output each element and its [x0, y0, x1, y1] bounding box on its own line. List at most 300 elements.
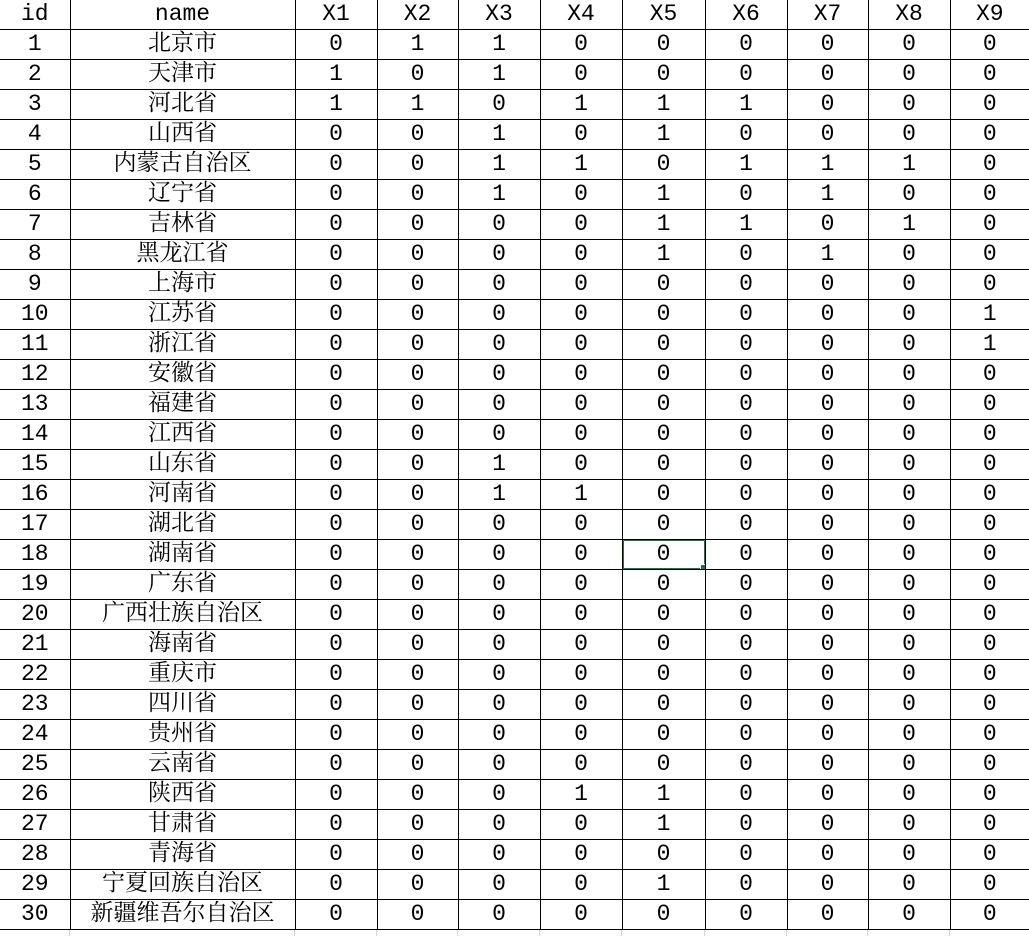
cell-id[interactable]: 13 [0, 390, 70, 420]
table-cell[interactable]: 0 [705, 720, 787, 750]
cell-id[interactable]: 1 [0, 30, 70, 60]
table-cell[interactable]: 0 [950, 390, 1029, 420]
cell-name[interactable]: 山东省 [70, 450, 295, 480]
column-header-x3[interactable]: X3 [458, 0, 540, 30]
table-cell[interactable]: 0 [622, 720, 705, 750]
cell-id[interactable]: 27 [0, 810, 70, 840]
table-cell[interactable]: 0 [377, 450, 458, 480]
table-cell[interactable]: 0 [622, 480, 705, 510]
table-cell[interactable]: 0 [458, 390, 540, 420]
table-cell[interactable]: 1 [540, 480, 622, 510]
table-cell[interactable]: 0 [295, 750, 377, 780]
table-cell[interactable]: 0 [868, 60, 950, 90]
cell-id[interactable]: 29 [0, 870, 70, 900]
table-cell[interactable]: 0 [458, 810, 540, 840]
cell-id[interactable]: 20 [0, 600, 70, 630]
table-cell[interactable]: 0 [950, 180, 1029, 210]
table-cell[interactable]: 0 [705, 810, 787, 840]
table-cell[interactable]: 0 [622, 570, 705, 600]
table-cell[interactable]: 0 [377, 630, 458, 660]
column-header-x9[interactable]: X9 [950, 0, 1029, 30]
table-cell[interactable]: 0 [950, 120, 1029, 150]
table-cell[interactable]: 0 [377, 360, 458, 390]
table-cell[interactable]: 0 [458, 780, 540, 810]
column-header-x7[interactable]: X7 [787, 0, 868, 30]
table-cell[interactable]: 0 [705, 870, 787, 900]
table-cell[interactable]: 0 [622, 330, 705, 360]
table-cell[interactable]: 0 [787, 210, 868, 240]
table-cell[interactable]: 0 [868, 660, 950, 690]
table-cell[interactable]: 0 [295, 150, 377, 180]
table-cell[interactable]: 0 [787, 450, 868, 480]
table-cell[interactable]: 0 [950, 540, 1029, 570]
table-cell[interactable]: 0 [295, 600, 377, 630]
table-cell[interactable]: 0 [295, 870, 377, 900]
table-cell[interactable]: 0 [540, 180, 622, 210]
table-cell[interactable]: 0 [622, 60, 705, 90]
table-cell[interactable]: 0 [787, 630, 868, 660]
table-cell[interactable]: 0 [868, 30, 950, 60]
column-header-x4[interactable]: X4 [540, 0, 622, 30]
cell-id[interactable]: 4 [0, 120, 70, 150]
table-cell[interactable]: 0 [540, 690, 622, 720]
table-cell[interactable]: 0 [868, 330, 950, 360]
table-cell[interactable]: 0 [540, 540, 622, 570]
cell-name[interactable]: 海南省 [70, 630, 295, 660]
column-header-id[interactable]: id [0, 0, 70, 30]
table-cell[interactable]: 0 [622, 420, 705, 450]
table-cell[interactable]: 1 [540, 780, 622, 810]
table-cell[interactable]: 0 [705, 240, 787, 270]
table-cell[interactable]: 0 [787, 420, 868, 450]
table-cell[interactable]: 0 [868, 630, 950, 660]
table-cell[interactable]: 0 [950, 840, 1029, 870]
table-cell[interactable]: 0 [868, 450, 950, 480]
table-cell[interactable]: 0 [705, 630, 787, 660]
table-cell[interactable]: 0 [787, 360, 868, 390]
table-cell[interactable]: 0 [868, 870, 950, 900]
table-cell[interactable]: 0 [950, 150, 1029, 180]
table-cell[interactable]: 0 [622, 750, 705, 780]
table-cell[interactable]: 0 [458, 210, 540, 240]
table-cell[interactable]: 0 [950, 240, 1029, 270]
table-cell[interactable]: 0 [622, 840, 705, 870]
table-cell[interactable]: 0 [540, 600, 622, 630]
table-cell[interactable]: 0 [377, 900, 458, 930]
table-cell[interactable]: 0 [295, 180, 377, 210]
cell-id[interactable]: 23 [0, 690, 70, 720]
table-cell[interactable]: 0 [705, 390, 787, 420]
table-cell[interactable]: 0 [377, 180, 458, 210]
table-cell[interactable]: 0 [295, 420, 377, 450]
table-cell[interactable]: 0 [377, 240, 458, 270]
table-cell[interactable]: 0 [705, 660, 787, 690]
cell-id[interactable]: 5 [0, 150, 70, 180]
column-header-x5[interactable]: X5 [622, 0, 705, 30]
table-cell[interactable]: 1 [950, 330, 1029, 360]
table-cell[interactable]: 0 [787, 810, 868, 840]
cell-name[interactable]: 贵州省 [70, 720, 295, 750]
cell-name[interactable]: 上海市 [70, 270, 295, 300]
table-cell[interactable]: 0 [705, 840, 787, 870]
table-cell[interactable]: 0 [950, 900, 1029, 930]
table-cell[interactable]: 1 [787, 240, 868, 270]
table-cell[interactable]: 0 [950, 600, 1029, 630]
table-cell[interactable]: 0 [377, 420, 458, 450]
table-cell[interactable]: 0 [787, 750, 868, 780]
table-cell[interactable]: 0 [622, 390, 705, 420]
table-cell[interactable]: 1 [705, 90, 787, 120]
table-cell[interactable]: 0 [540, 210, 622, 240]
cell-name[interactable]: 北京市 [70, 30, 295, 60]
table-cell[interactable]: 0 [540, 630, 622, 660]
cell-id[interactable]: 11 [0, 330, 70, 360]
table-cell[interactable]: 0 [950, 870, 1029, 900]
table-cell[interactable]: 0 [868, 750, 950, 780]
cell-name[interactable]: 陕西省 [70, 780, 295, 810]
table-cell[interactable]: 0 [295, 540, 377, 570]
cell-name[interactable]: 青海省 [70, 840, 295, 870]
table-cell[interactable]: 0 [540, 60, 622, 90]
table-cell[interactable]: 0 [787, 690, 868, 720]
table-cell[interactable]: 0 [458, 630, 540, 660]
table-cell[interactable]: 0 [622, 450, 705, 480]
table-cell[interactable]: 0 [787, 270, 868, 300]
table-cell[interactable]: 1 [622, 810, 705, 840]
table-cell[interactable]: 0 [622, 270, 705, 300]
table-cell[interactable]: 0 [377, 300, 458, 330]
cell-name[interactable]: 新疆维吾尔自治区 [70, 900, 295, 930]
column-header-name[interactable]: name [70, 0, 295, 30]
table-cell[interactable]: 1 [705, 150, 787, 180]
table-cell[interactable]: 0 [295, 360, 377, 390]
cell-name[interactable]: 辽宁省 [70, 180, 295, 210]
cell-id[interactable]: 17 [0, 510, 70, 540]
table-cell[interactable]: 0 [787, 780, 868, 810]
table-cell[interactable]: 1 [377, 90, 458, 120]
table-cell[interactable]: 0 [622, 360, 705, 390]
table-cell[interactable]: 0 [377, 870, 458, 900]
table-cell[interactable]: 1 [458, 60, 540, 90]
cell-id[interactable]: 22 [0, 660, 70, 690]
table-cell[interactable]: 1 [295, 60, 377, 90]
table-cell[interactable]: 1 [622, 90, 705, 120]
table-cell[interactable]: 0 [868, 120, 950, 150]
table-cell[interactable]: 0 [868, 840, 950, 870]
cell-id[interactable]: 3 [0, 90, 70, 120]
table-cell[interactable]: 0 [458, 420, 540, 450]
table-cell[interactable]: 1 [622, 180, 705, 210]
table-cell[interactable]: 0 [377, 810, 458, 840]
table-cell[interactable]: 1 [622, 120, 705, 150]
table-cell[interactable]: 1 [458, 180, 540, 210]
table-cell[interactable]: 0 [787, 60, 868, 90]
table-cell[interactable]: 0 [950, 30, 1029, 60]
table-cell[interactable]: 1 [868, 210, 950, 240]
cell-name[interactable]: 内蒙古自治区 [70, 150, 295, 180]
table-cell[interactable]: 0 [458, 570, 540, 600]
table-cell[interactable]: 0 [950, 690, 1029, 720]
table-cell[interactable]: 0 [295, 690, 377, 720]
table-cell[interactable]: 0 [787, 30, 868, 60]
table-cell[interactable]: 0 [705, 600, 787, 630]
table-cell[interactable]: 0 [705, 750, 787, 780]
cell-id[interactable]: 10 [0, 300, 70, 330]
cell-name[interactable]: 安徽省 [70, 360, 295, 390]
table-cell[interactable]: 0 [458, 900, 540, 930]
table-cell[interactable]: 1 [458, 480, 540, 510]
table-cell[interactable]: 0 [787, 540, 868, 570]
table-cell[interactable]: 1 [868, 150, 950, 180]
table-cell[interactable]: 0 [458, 540, 540, 570]
table-cell[interactable]: 0 [377, 60, 458, 90]
table-cell[interactable]: 0 [295, 480, 377, 510]
table-cell[interactable]: 0 [458, 720, 540, 750]
table-cell[interactable]: 0 [377, 720, 458, 750]
table-cell[interactable]: 0 [540, 240, 622, 270]
cell-name[interactable]: 江苏省 [70, 300, 295, 330]
cell-name[interactable]: 河北省 [70, 90, 295, 120]
cell-id[interactable]: 9 [0, 270, 70, 300]
cell-id[interactable]: 6 [0, 180, 70, 210]
cell-id[interactable]: 16 [0, 480, 70, 510]
table-cell[interactable]: 0 [377, 270, 458, 300]
table-cell[interactable]: 0 [950, 750, 1029, 780]
table-cell[interactable]: 0 [295, 120, 377, 150]
table-cell[interactable]: 0 [705, 300, 787, 330]
table-cell[interactable]: 0 [622, 900, 705, 930]
table-cell[interactable]: 0 [705, 60, 787, 90]
cell-name[interactable]: 河南省 [70, 480, 295, 510]
table-cell[interactable]: 0 [540, 120, 622, 150]
table-cell[interactable]: 0 [705, 480, 787, 510]
cell-id[interactable]: 26 [0, 780, 70, 810]
table-cell[interactable]: 0 [705, 360, 787, 390]
table-cell[interactable]: 0 [950, 60, 1029, 90]
table-cell[interactable]: 0 [705, 30, 787, 60]
table-cell[interactable]: 0 [295, 450, 377, 480]
table-cell[interactable]: 0 [950, 450, 1029, 480]
table-cell[interactable]: 0 [868, 810, 950, 840]
table-cell[interactable]: 0 [458, 330, 540, 360]
table-cell[interactable]: 0 [705, 330, 787, 360]
table-cell[interactable]: 0 [868, 360, 950, 390]
column-header-x2[interactable]: X2 [377, 0, 458, 30]
cell-name[interactable]: 吉林省 [70, 210, 295, 240]
table-cell[interactable]: 0 [868, 570, 950, 600]
cell-id[interactable]: 30 [0, 900, 70, 930]
table-cell[interactable]: 0 [868, 270, 950, 300]
table-cell[interactable]: 0 [705, 570, 787, 600]
table-cell[interactable]: 0 [622, 690, 705, 720]
table-cell[interactable]: 0 [622, 150, 705, 180]
table-cell[interactable]: 0 [950, 510, 1029, 540]
column-header-x8[interactable]: X8 [868, 0, 950, 30]
table-cell[interactable]: 0 [458, 300, 540, 330]
table-cell[interactable]: 0 [950, 570, 1029, 600]
table-cell[interactable]: 0 [458, 840, 540, 870]
table-cell[interactable]: 0 [377, 210, 458, 240]
cell-id[interactable]: 8 [0, 240, 70, 270]
table-cell[interactable]: 0 [540, 720, 622, 750]
table-cell[interactable]: 0 [540, 300, 622, 330]
table-cell[interactable]: 0 [295, 390, 377, 420]
table-cell[interactable]: 0 [377, 570, 458, 600]
table-cell[interactable]: 0 [787, 840, 868, 870]
selected-cell[interactable]: 0 [622, 540, 705, 570]
cell-name[interactable]: 黑龙江省 [70, 240, 295, 270]
table-cell[interactable]: 0 [705, 120, 787, 150]
cell-id[interactable]: 19 [0, 570, 70, 600]
table-cell[interactable]: 0 [540, 420, 622, 450]
table-cell[interactable]: 0 [868, 90, 950, 120]
table-cell[interactable]: 0 [377, 120, 458, 150]
cell-name[interactable]: 湖南省 [70, 540, 295, 570]
table-cell[interactable]: 1 [458, 120, 540, 150]
table-cell[interactable]: 0 [377, 330, 458, 360]
table-cell[interactable]: 0 [295, 510, 377, 540]
table-cell[interactable]: 0 [622, 510, 705, 540]
table-cell[interactable]: 0 [868, 300, 950, 330]
table-cell[interactable]: 0 [458, 690, 540, 720]
table-cell[interactable]: 0 [950, 810, 1029, 840]
table-cell[interactable]: 0 [295, 240, 377, 270]
table-cell[interactable]: 0 [540, 570, 622, 600]
cell-id[interactable]: 21 [0, 630, 70, 660]
table-cell[interactable]: 0 [705, 270, 787, 300]
cell-id[interactable]: 28 [0, 840, 70, 870]
table-cell[interactable]: 0 [787, 510, 868, 540]
table-cell[interactable]: 0 [540, 30, 622, 60]
cell-name[interactable]: 四川省 [70, 690, 295, 720]
table-cell[interactable]: 0 [868, 390, 950, 420]
table-cell[interactable]: 0 [868, 690, 950, 720]
table-cell[interactable]: 1 [622, 780, 705, 810]
table-cell[interactable]: 0 [868, 900, 950, 930]
table-cell[interactable]: 0 [787, 90, 868, 120]
table-cell[interactable]: 0 [458, 240, 540, 270]
table-cell[interactable]: 0 [540, 870, 622, 900]
cell-id[interactable]: 24 [0, 720, 70, 750]
table-cell[interactable]: 0 [540, 510, 622, 540]
table-cell[interactable]: 0 [295, 900, 377, 930]
table-cell[interactable]: 0 [868, 780, 950, 810]
table-cell[interactable]: 0 [787, 870, 868, 900]
table-cell[interactable]: 0 [705, 180, 787, 210]
table-cell[interactable]: 0 [705, 540, 787, 570]
table-cell[interactable]: 0 [540, 330, 622, 360]
cell-name[interactable]: 山西省 [70, 120, 295, 150]
table-cell[interactable]: 0 [868, 480, 950, 510]
table-cell[interactable]: 1 [705, 210, 787, 240]
cell-id[interactable]: 12 [0, 360, 70, 390]
table-cell[interactable]: 0 [787, 600, 868, 630]
table-cell[interactable]: 0 [540, 270, 622, 300]
table-cell[interactable]: 0 [950, 360, 1029, 390]
table-cell[interactable]: 0 [868, 600, 950, 630]
table-cell[interactable]: 0 [458, 660, 540, 690]
table-cell[interactable]: 0 [377, 690, 458, 720]
cell-name[interactable]: 福建省 [70, 390, 295, 420]
cell-name[interactable]: 湖北省 [70, 510, 295, 540]
cell-name[interactable]: 广西壮族自治区 [70, 600, 295, 630]
table-cell[interactable]: 0 [540, 360, 622, 390]
table-cell[interactable]: 0 [295, 570, 377, 600]
table-cell[interactable]: 1 [540, 150, 622, 180]
table-cell[interactable]: 0 [705, 900, 787, 930]
cell-name[interactable]: 云南省 [70, 750, 295, 780]
table-cell[interactable]: 1 [295, 90, 377, 120]
table-cell[interactable]: 0 [540, 750, 622, 780]
table-cell[interactable]: 0 [868, 510, 950, 540]
table-cell[interactable]: 0 [458, 870, 540, 900]
table-cell[interactable]: 0 [950, 780, 1029, 810]
cell-id[interactable]: 14 [0, 420, 70, 450]
table-cell[interactable]: 0 [622, 660, 705, 690]
table-cell[interactable]: 0 [458, 90, 540, 120]
table-cell[interactable]: 0 [377, 390, 458, 420]
table-cell[interactable]: 0 [377, 480, 458, 510]
cell-id[interactable]: 7 [0, 210, 70, 240]
table-cell[interactable]: 0 [377, 780, 458, 810]
column-header-x1[interactable]: X1 [295, 0, 377, 30]
table-cell[interactable]: 0 [622, 30, 705, 60]
table-cell[interactable]: 1 [622, 870, 705, 900]
table-cell[interactable]: 0 [622, 630, 705, 660]
table-cell[interactable]: 1 [458, 450, 540, 480]
table-cell[interactable]: 0 [705, 420, 787, 450]
table-cell[interactable]: 0 [458, 600, 540, 630]
table-cell[interactable]: 0 [540, 660, 622, 690]
table-cell[interactable]: 0 [705, 510, 787, 540]
table-cell[interactable]: 0 [377, 150, 458, 180]
cell-name[interactable]: 重庆市 [70, 660, 295, 690]
table-cell[interactable]: 0 [950, 210, 1029, 240]
table-cell[interactable]: 0 [295, 630, 377, 660]
cell-id[interactable]: 25 [0, 750, 70, 780]
column-header-x6[interactable]: X6 [705, 0, 787, 30]
table-cell[interactable]: 1 [950, 300, 1029, 330]
table-cell[interactable]: 0 [295, 270, 377, 300]
cell-name[interactable]: 宁夏回族自治区 [70, 870, 295, 900]
table-cell[interactable]: 0 [458, 270, 540, 300]
table-cell[interactable]: 0 [950, 720, 1029, 750]
table-cell[interactable]: 0 [295, 210, 377, 240]
table-cell[interactable]: 0 [622, 300, 705, 330]
table-cell[interactable]: 0 [868, 180, 950, 210]
cell-name[interactable]: 广东省 [70, 570, 295, 600]
table-cell[interactable]: 0 [377, 660, 458, 690]
table-cell[interactable]: 0 [458, 510, 540, 540]
table-cell[interactable]: 0 [295, 780, 377, 810]
table-cell[interactable]: 0 [705, 450, 787, 480]
table-cell[interactable]: 0 [458, 750, 540, 780]
table-cell[interactable]: 0 [540, 810, 622, 840]
cell-id[interactable]: 18 [0, 540, 70, 570]
table-cell[interactable]: 0 [295, 330, 377, 360]
table-cell[interactable]: 1 [458, 150, 540, 180]
table-cell[interactable]: 0 [787, 720, 868, 750]
table-cell[interactable]: 0 [868, 240, 950, 270]
table-cell[interactable]: 0 [622, 600, 705, 630]
table-cell[interactable]: 0 [787, 480, 868, 510]
table-cell[interactable]: 1 [622, 210, 705, 240]
table-cell[interactable]: 0 [787, 300, 868, 330]
table-cell[interactable]: 0 [295, 810, 377, 840]
cell-id[interactable]: 2 [0, 60, 70, 90]
table-cell[interactable]: 0 [950, 630, 1029, 660]
table-cell[interactable]: 0 [950, 90, 1029, 120]
